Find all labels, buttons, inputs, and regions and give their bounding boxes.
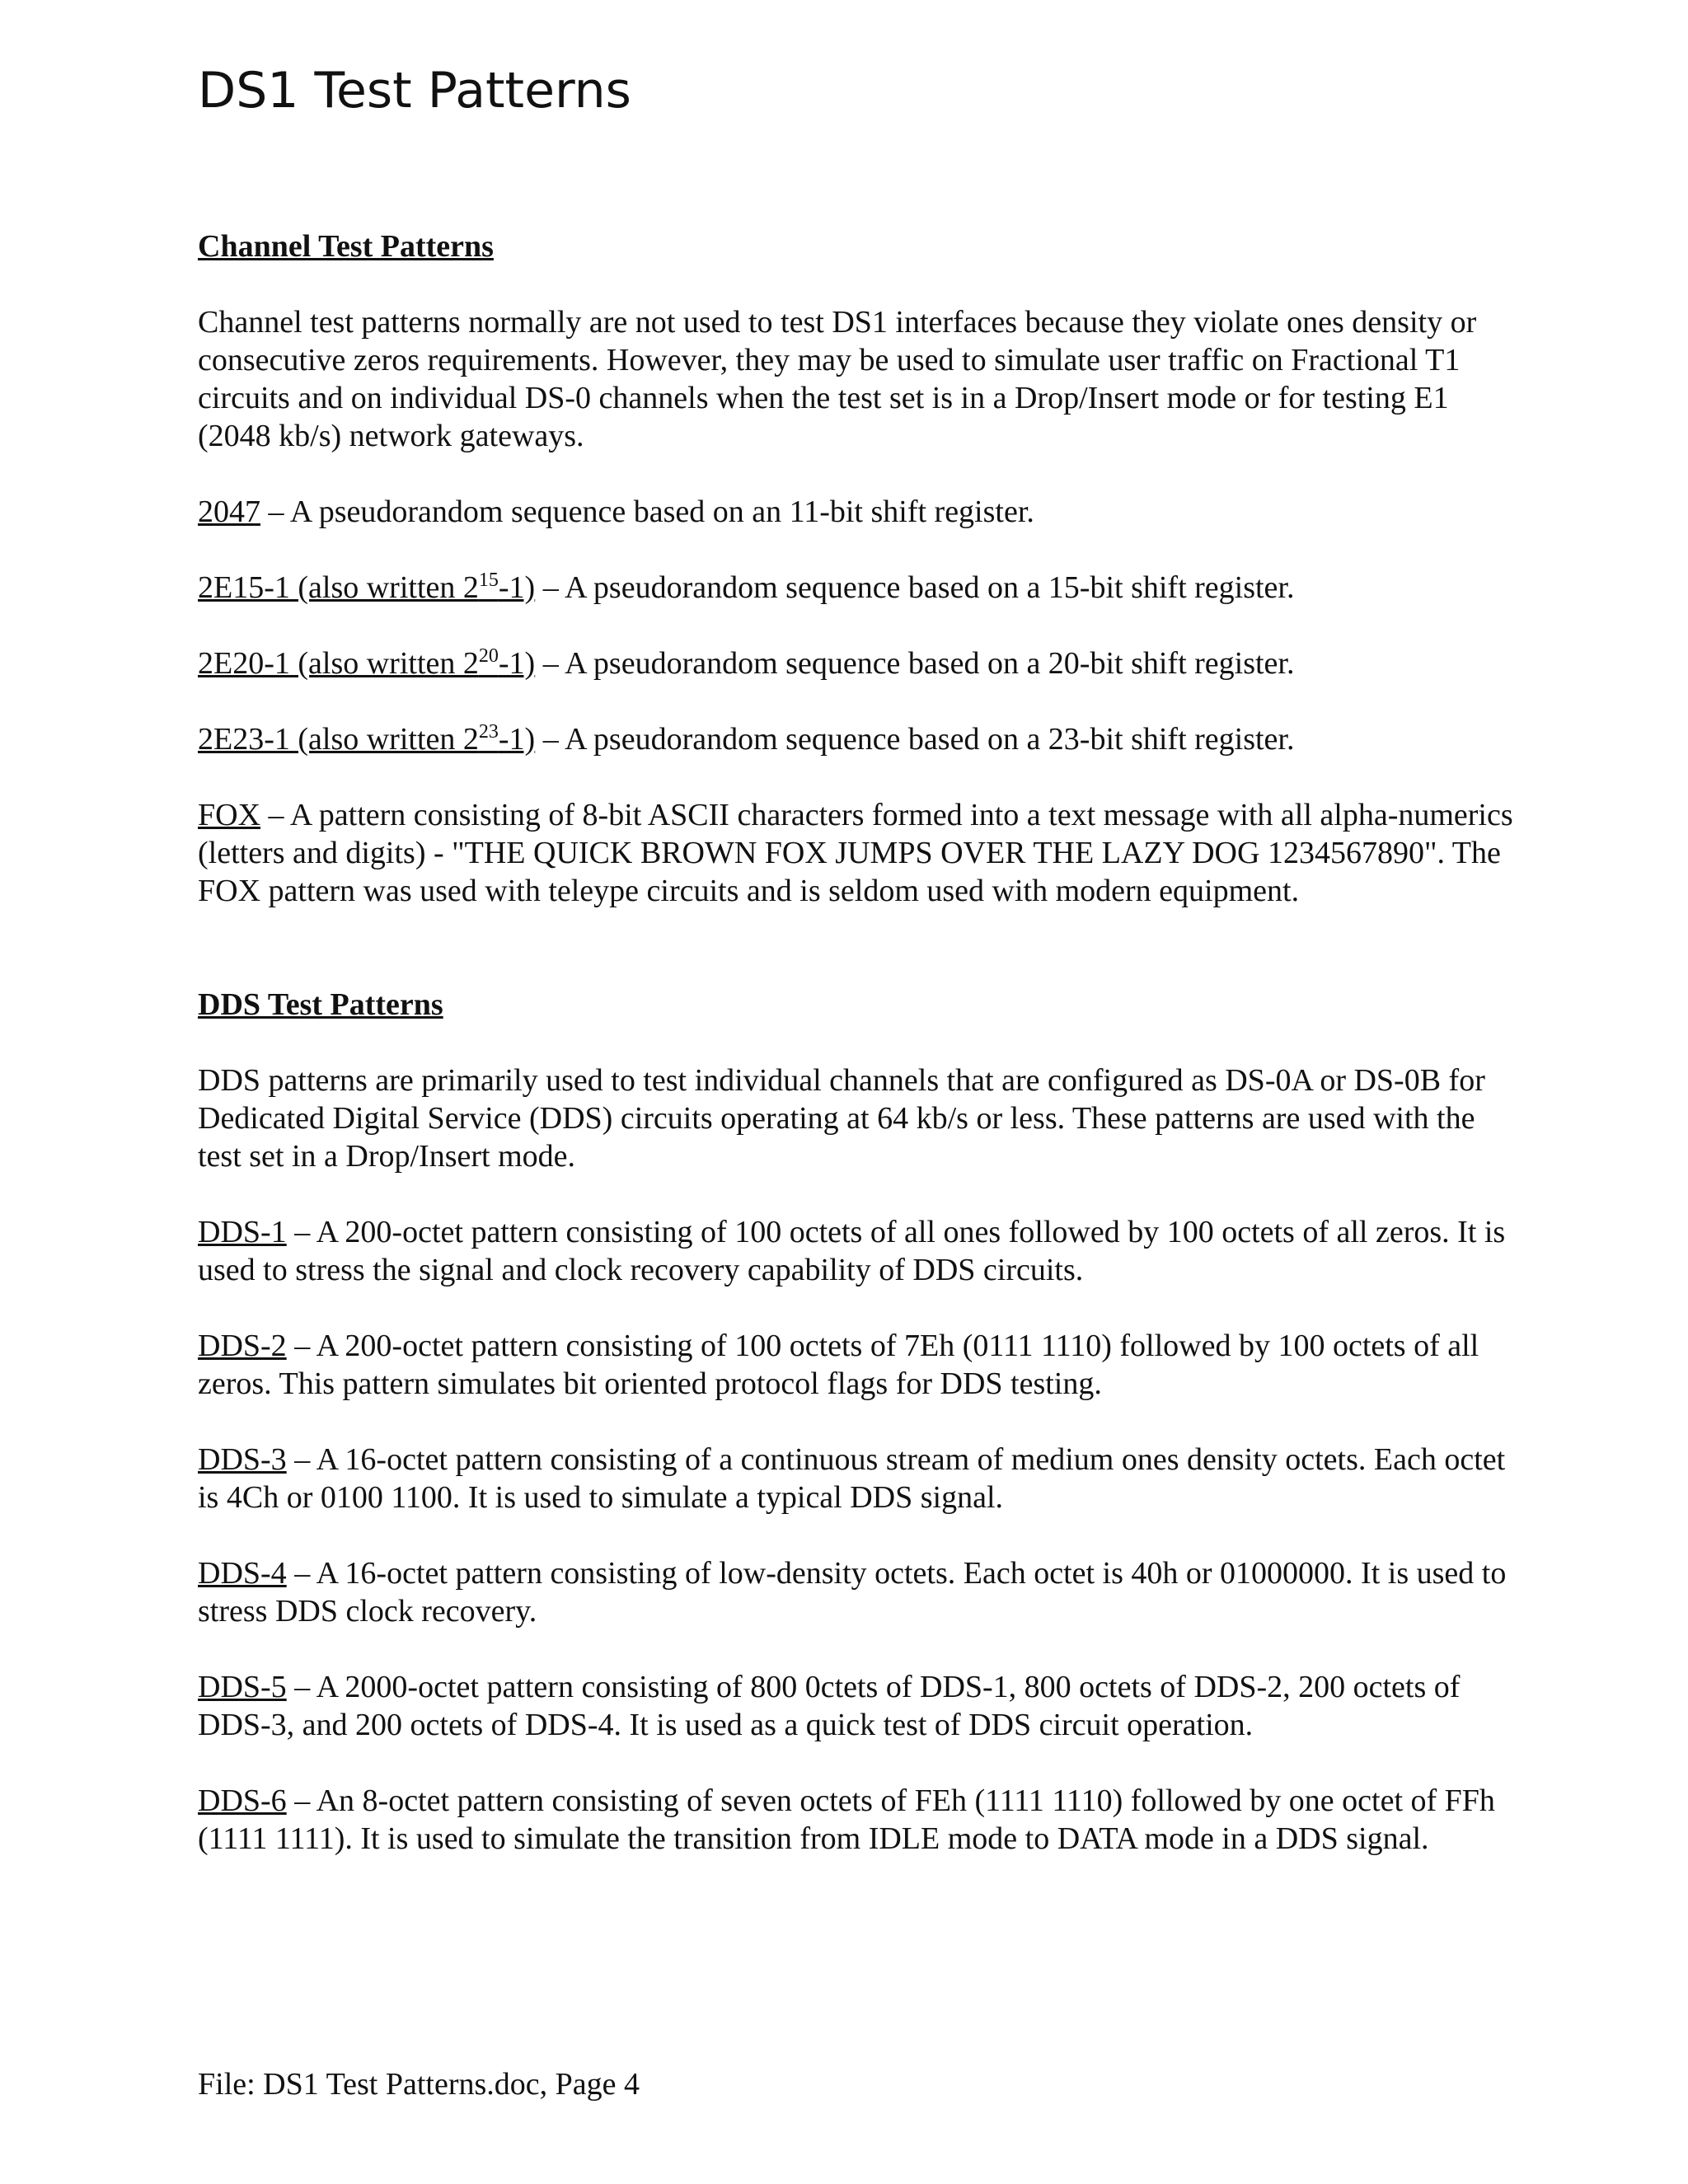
pattern-term: DDS-3 xyxy=(198,1442,287,1477)
pattern-term: DDS-2 xyxy=(198,1329,287,1363)
pattern-item-dds-6 xyxy=(198,1782,1517,1858)
pattern-item-2e20-1 xyxy=(198,644,1517,682)
pattern-item-dds-5 xyxy=(198,1668,1517,1744)
pattern-description: – A 16-octet pattern consisting of a continuous stream of medium ones density octets. Each octet is 4Ch or 0100 1100. It is used to simulate a typical DDS signal. xyxy=(198,1442,1506,1515)
pattern-description: – A pseudorandom sequence based on a 15-bit shift register. xyxy=(535,570,1295,605)
document-body xyxy=(198,227,1517,1858)
pattern-term-prefix: 2E20-1 (also written 2 xyxy=(198,646,479,681)
pattern-description: – A 16-octet pattern consisting of low-density octets. Each octet is 40h or 01000000. It is used to stress DDS clock recovery. xyxy=(198,1556,1507,1629)
section-channel-test-patterns xyxy=(198,227,1517,910)
pattern-description: – An 8-octet pattern consisting of seven octets of FEh (1111 1110) followed by one octet of FFh (1111 1111). It is used to simulate the transition from IDLE mode to DATA mode in a DDS signal. xyxy=(198,1783,1495,1856)
pattern-item-2047 xyxy=(198,493,1517,531)
pattern-item-dds-2 xyxy=(198,1327,1517,1403)
pattern-description: – A 200-octet pattern consisting of 100 octets of 7Eh (0111 1110) followed by 100 octets of all zeros. This pattern simulates bit oriented protocol flags for DDS testing. xyxy=(198,1329,1479,1401)
pattern-item-dds-3 xyxy=(198,1441,1517,1516)
section-intro: DDS patterns are primarily used to test individual channels that are configured as DS-0A or DS-0B for Dedicated Digital Service (DDS) circuits operating at 64 kb/s or less. These patterns are used with the test set in a Drop/Insert mode. xyxy=(198,1063,1485,1174)
pattern-item-2e23-1 xyxy=(198,720,1517,758)
pattern-term xyxy=(198,646,535,681)
pattern-item-2e15-1 xyxy=(198,569,1517,607)
pattern-term: DDS-6 xyxy=(198,1783,287,1818)
pattern-description: – A pattern consisting of 8-bit ASCII characters formed into a text message with all alpha-numerics (letters and digits) - "THE QUICK BROWN FOX JUMPS OVER THE LAZY DOG 1234567890". The FOX pattern was used with teleype circuits and is seldom used with modern equipment. xyxy=(198,798,1513,908)
pattern-description: – A 200-octet pattern consisting of 100 octets of all ones followed by 100 octets of all zeros. It is used to stress the signal and clock recovery capability of DDS circuits. xyxy=(198,1215,1506,1287)
pattern-term xyxy=(198,722,535,757)
pattern-term-exponent: 20 xyxy=(478,645,499,667)
page-title: DS1 Test Patterns xyxy=(198,62,631,120)
pattern-term: DDS-4 xyxy=(198,1556,287,1591)
pattern-term-exponent: 15 xyxy=(478,569,499,591)
pattern-term-prefix: 2E15-1 (also written 2 xyxy=(198,570,479,605)
section-heading: Channel Test Patterns xyxy=(198,229,494,264)
pattern-term-prefix: 2E23-1 (also written 2 xyxy=(198,722,479,757)
pattern-term: 2047 xyxy=(198,494,260,529)
pattern-description: – A pseudorandom sequence based on a 23-bit shift register. xyxy=(535,722,1295,757)
pattern-term-suffix: -1) xyxy=(498,722,536,757)
pattern-item-dds-1 xyxy=(198,1213,1517,1289)
pattern-term-suffix: -1) xyxy=(498,646,536,681)
pattern-item-fox xyxy=(198,796,1517,910)
pattern-term: DDS-5 xyxy=(198,1670,287,1704)
section-dds-test-patterns xyxy=(198,986,1517,1858)
pattern-description: – A pseudorandom sequence based on a 20-bit shift register. xyxy=(535,646,1295,681)
pattern-term-exponent: 23 xyxy=(478,721,499,743)
pattern-description: – A pseudorandom sequence based on an 11-bit shift register. xyxy=(260,494,1034,529)
section-intro: Channel test patterns normally are not used to test DS1 interfaces because they violate ones density or consecutive zeros requirements. However, they may be used to simulate user traffic on Fractional T1 circuits and on individual DS-0 channels when the test set is in a Drop/Insert mode or for testing E1 (2048 kb/s) network gateways. xyxy=(198,305,1477,453)
pattern-term: DDS-1 xyxy=(198,1215,287,1249)
pattern-term: FOX xyxy=(198,798,261,832)
page-footer: File: DS1 Test Patterns.doc, Page 4 xyxy=(198,2067,640,2102)
pattern-term xyxy=(198,570,535,605)
pattern-description: – A 2000-octet pattern consisting of 800 0ctets of DDS-1, 800 octets of DDS-2, 200 octets of DDS-3, and 200 octets of DDS-4. It is used as a quick test of DDS circuit operation. xyxy=(198,1670,1461,1742)
section-heading: DDS Test Patterns xyxy=(198,987,443,1022)
pattern-item-dds-4 xyxy=(198,1554,1517,1630)
pattern-term-suffix: -1) xyxy=(498,570,536,605)
